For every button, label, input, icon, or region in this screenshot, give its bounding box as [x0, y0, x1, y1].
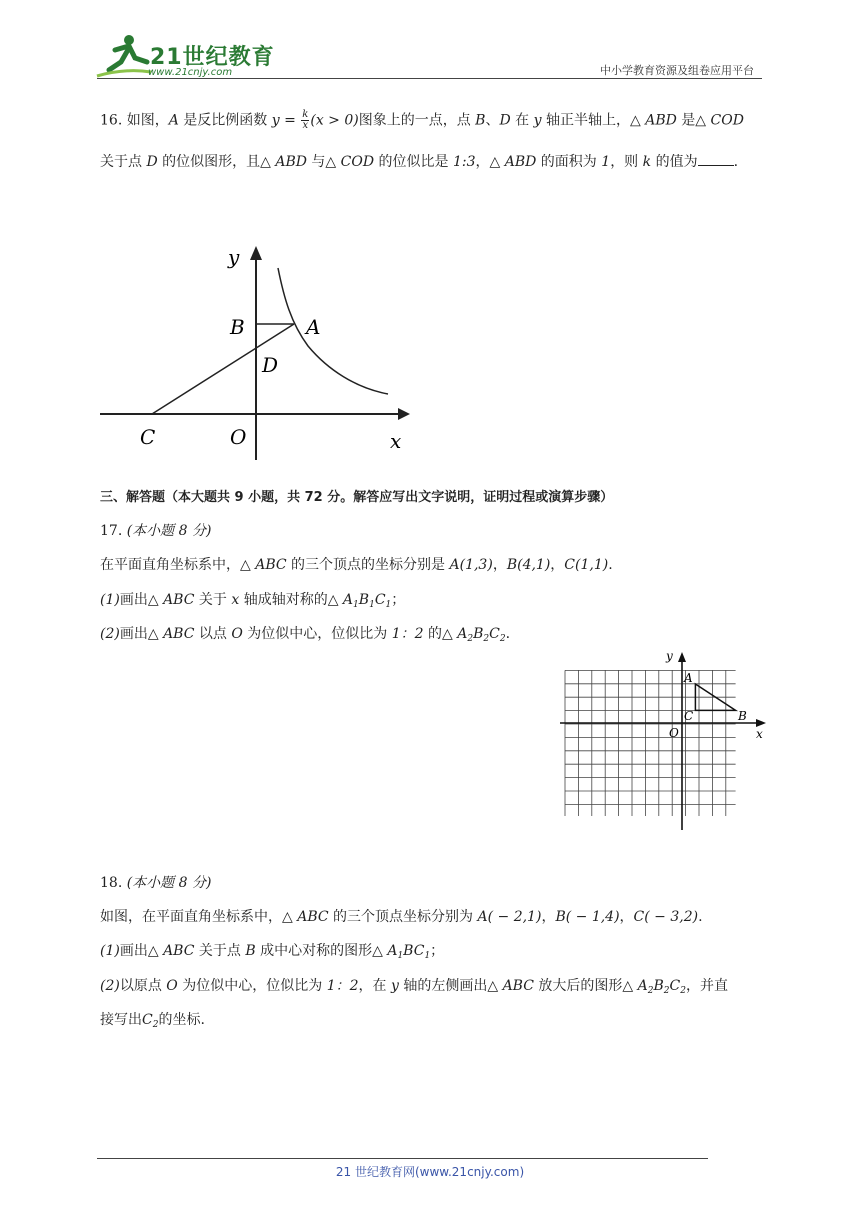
text: 的三个顶点的坐标分别是	[286, 557, 450, 573]
subscript: 1	[385, 600, 392, 610]
text: (本小题 8 分)	[126, 523, 212, 539]
label-a: A	[306, 315, 321, 339]
text: ；	[430, 943, 445, 959]
text: 分。解答应写出文字说明，证明过程或演算步骤）	[322, 490, 614, 505]
fraction-denominator: x	[302, 120, 309, 131]
text: 如图，在平面直角坐标系中，△	[100, 909, 298, 925]
label-x: x	[390, 429, 402, 453]
text: B	[653, 978, 664, 994]
y-axis-arrow-icon	[250, 246, 262, 260]
text: ABD	[504, 154, 537, 170]
text: B(4,1)	[506, 557, 551, 573]
text: C	[142, 1012, 153, 1028]
label-o: O	[669, 726, 679, 740]
text: O	[166, 978, 178, 994]
logo-url: www.21cnjy.com	[148, 67, 233, 78]
text: (本小题 8 分)	[126, 875, 212, 891]
y-axis-arrow-icon	[678, 652, 686, 662]
text: ，	[619, 909, 634, 925]
text: C(1,1)	[564, 557, 609, 573]
text: 以原点	[119, 978, 167, 994]
text: D	[499, 112, 511, 129]
q18-header	[100, 873, 211, 893]
text: 1	[601, 154, 611, 170]
text: ；	[391, 592, 406, 608]
q16-line1	[100, 110, 744, 131]
text: 9	[234, 490, 244, 505]
subscript: 2	[663, 986, 670, 996]
text: COD	[340, 154, 375, 170]
text: (2)	[100, 626, 120, 642]
subscript: 2	[499, 634, 506, 644]
text: 16. 如图，	[100, 112, 169, 129]
label-d: D	[262, 353, 279, 377]
text: 接写出	[100, 1012, 142, 1028]
text: 图象上的一点，点	[358, 112, 476, 129]
text: A	[342, 592, 354, 608]
answer-blank[interactable]	[698, 153, 734, 166]
text: 画出△	[119, 943, 164, 959]
text: C	[669, 978, 681, 994]
text: ABC	[163, 592, 195, 608]
text: 为位似中心，位似比为	[177, 978, 327, 994]
text: A	[457, 626, 468, 642]
hyperbola-curve	[278, 268, 388, 394]
subscript: 2	[483, 634, 490, 644]
text: 17.	[100, 523, 127, 539]
subscript: 2	[647, 986, 654, 996]
text: 1:3	[452, 154, 476, 170]
label-x: x	[756, 727, 763, 741]
q18-line4	[100, 1010, 205, 1030]
text: ABC	[163, 943, 195, 959]
text: 与△	[306, 154, 341, 170]
text: ABD	[275, 154, 307, 170]
text: C	[489, 626, 500, 642]
x-axis-arrow-icon	[398, 408, 410, 420]
label-a: A	[684, 671, 693, 685]
section-title	[100, 488, 613, 508]
text: 是反比例函数	[178, 112, 272, 129]
text: 的三个顶点坐标分别为	[328, 909, 478, 925]
text: (1)	[100, 592, 120, 608]
text: COD	[710, 112, 744, 129]
text: 轴成轴对称的△	[239, 592, 343, 608]
text: y =	[271, 112, 301, 129]
text: 三、解答题（本大题共	[100, 490, 235, 505]
x-axis-arrow-icon	[756, 719, 766, 727]
text: .	[733, 154, 739, 170]
text: .	[698, 909, 703, 925]
subscript: 1	[369, 600, 375, 610]
q17-grid-figure	[556, 646, 768, 832]
text: ，在	[358, 978, 391, 994]
text: ，△	[475, 154, 505, 170]
text: 画出△	[119, 626, 164, 642]
subscript: 1	[424, 951, 431, 961]
text: 关于	[194, 592, 232, 608]
text: ABC	[255, 557, 287, 573]
q17-line1	[100, 555, 613, 575]
label-b: B	[738, 709, 747, 723]
text: y	[533, 112, 542, 129]
text: ，	[541, 909, 556, 925]
text: 为位似中心，位似比为	[242, 626, 392, 642]
text: 的值为	[651, 154, 698, 170]
label-c: C	[684, 709, 694, 723]
text: 18.	[100, 875, 127, 891]
logo-text: 21世纪教育	[150, 45, 275, 70]
label-y: y	[228, 245, 240, 269]
subscript: 1	[353, 600, 359, 610]
text: ，则	[610, 154, 643, 170]
text: ，	[492, 557, 507, 573]
text: B	[475, 112, 486, 129]
text: 72	[304, 490, 323, 505]
text: ，	[550, 557, 565, 573]
text: C	[374, 592, 386, 608]
text: 的位似比是	[374, 154, 453, 170]
text: 关于点	[194, 943, 246, 959]
text: ABD	[645, 112, 677, 129]
label-o: O	[230, 425, 247, 449]
text: k	[642, 154, 652, 170]
fraction-numerator: k	[302, 109, 309, 120]
text: 1：2	[391, 626, 424, 642]
text: 放大后的图形△	[533, 978, 638, 994]
text: x	[231, 592, 240, 608]
label-b: B	[230, 315, 245, 339]
text: B( − 1,4)	[555, 909, 620, 925]
text: 的位似图形，且△	[157, 154, 276, 170]
text: 以点	[194, 626, 232, 642]
text: ，并直	[685, 978, 728, 994]
text: y	[390, 978, 399, 994]
q18-line1	[100, 907, 703, 927]
subscript: 2	[680, 986, 686, 996]
text: A	[637, 978, 648, 994]
text: 是△	[676, 112, 711, 129]
text: B	[473, 626, 484, 642]
text: B	[358, 592, 370, 608]
q16-line2	[100, 152, 738, 172]
grid-lines	[565, 670, 736, 816]
text: 画出△	[119, 592, 164, 608]
label-y: y	[666, 649, 673, 663]
header-divider	[97, 78, 762, 79]
text: A	[387, 943, 398, 959]
footer-link[interactable]: 21 世纪教育网(www.21cnjy.com)	[335, 1165, 525, 1179]
label-c: C	[140, 425, 156, 449]
text: 小题，共	[243, 490, 305, 505]
text: 轴的左侧画出△	[398, 978, 503, 994]
text: 在	[510, 112, 534, 129]
text: ABC	[502, 978, 534, 994]
q17-line3	[100, 624, 510, 644]
fraction-k-over-x	[301, 110, 309, 131]
text: .	[608, 557, 613, 573]
q18-line3	[100, 976, 728, 996]
text: (x > 0)	[310, 112, 359, 129]
q17-line2	[100, 590, 405, 610]
header-platform-text: 中小学教育资源及组卷应用平台	[600, 64, 754, 77]
text: 的坐标.	[158, 1012, 205, 1028]
q16-figure	[96, 238, 416, 464]
subscript: 2	[467, 634, 474, 644]
text: (1)	[100, 943, 120, 959]
text: BC	[403, 943, 425, 959]
q17-header	[100, 521, 211, 541]
text: .	[505, 626, 511, 642]
text: C( − 3,2)	[633, 909, 699, 925]
text: 、	[485, 112, 500, 129]
text: A( − 2,1)	[477, 909, 542, 925]
text: 成中心对称的图形△	[255, 943, 388, 959]
text: D	[146, 154, 158, 170]
text: B	[245, 943, 256, 959]
text: 的面积为	[536, 154, 602, 170]
text: 关于点	[100, 154, 147, 170]
text: 在平面直角坐标系中，△	[100, 557, 256, 573]
text: A(1,3)	[449, 557, 493, 573]
text: 轴正半轴上，△	[541, 112, 646, 129]
subscript: 2	[152, 1020, 159, 1030]
text: ABC	[297, 909, 329, 925]
text: 1：2	[326, 978, 359, 994]
subscript: 1	[397, 951, 404, 961]
text: A	[168, 112, 179, 129]
text: O	[231, 626, 243, 642]
footer-divider	[97, 1158, 708, 1159]
text: ABC	[163, 626, 195, 642]
text: (2)	[100, 978, 120, 994]
q18-line2	[100, 941, 444, 961]
text: 的△	[423, 626, 458, 642]
